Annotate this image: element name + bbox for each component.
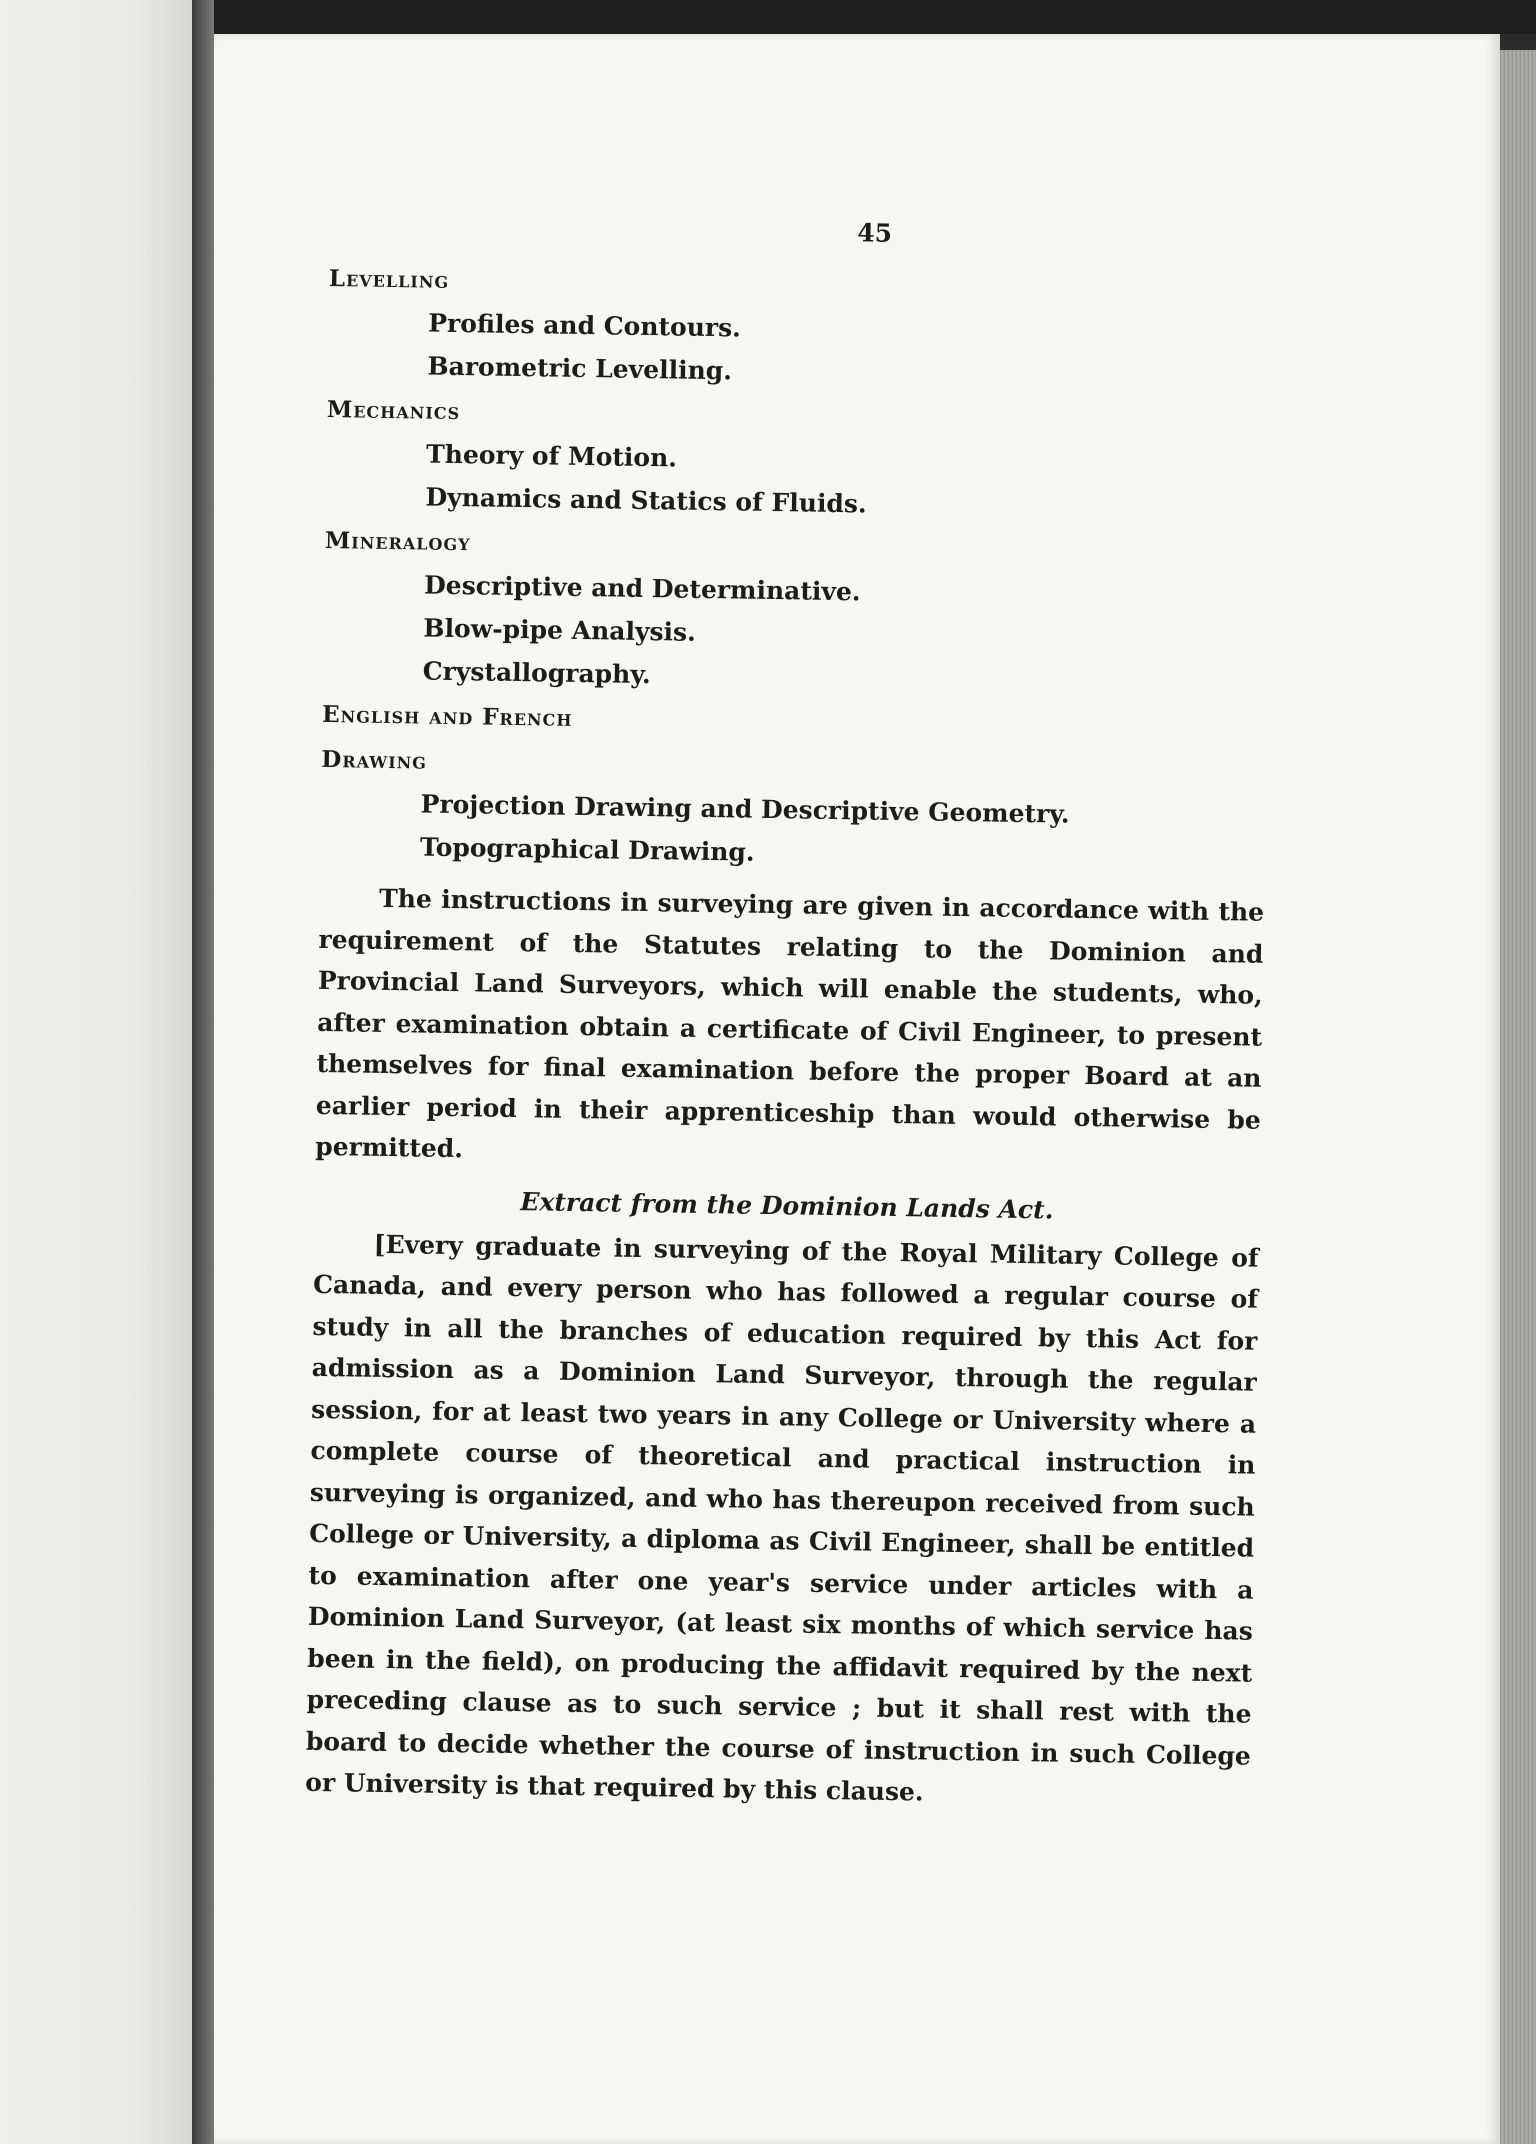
topic-item: Dynamics and Statics of Fluids. xyxy=(425,482,867,519)
section-drawing xyxy=(320,746,1267,882)
page-content xyxy=(305,210,1275,1818)
topic-item: Crystallography. xyxy=(422,656,651,690)
topic-item: Barometric Levelling. xyxy=(427,351,733,386)
topic-item: Projection Drawing and Descriptive Geometry. xyxy=(420,789,1070,829)
topic-item: Descriptive and Determinative. xyxy=(423,570,861,607)
section-heading: English and French xyxy=(321,700,573,732)
scan-top-border xyxy=(214,0,1536,34)
page-number: 45 xyxy=(857,218,893,248)
section-mechanics xyxy=(325,396,1272,532)
section-heading: Drawing xyxy=(321,745,428,775)
section-mineralogy xyxy=(322,527,1269,706)
topic-item: Blow-pipe Analysis. xyxy=(423,613,697,647)
section-english-french xyxy=(322,701,1267,743)
section-heading: Mechanics xyxy=(326,395,461,426)
section-heading: Mineralogy xyxy=(324,526,471,557)
topic-item: Theory of Motion. xyxy=(425,439,678,473)
topic-item: Profiles and Contours. xyxy=(428,308,742,343)
instructions-paragraph: The instructions in surveying are given in accordance with the requirement of the Statutes relating to the Dominion and Provincial Land Surveyors, which will enable the students, who, after examination obtain a certificate of Civil Engineer, to present themselves for final examination before the proper Board at an earlier period in their apprenticeship than would otherwise be permitted. xyxy=(315,883,1265,1164)
book-gutter xyxy=(192,0,214,2144)
extract-paragraph: [Every graduate in surveying of the Royal Military College of Canada, and every person who has followed a regular course of study in all the branches of education required by this Act for admission as a Dominion Land Surveyor, through the regular session, for at least two years in any College or University where a complete course of theoretical and practical instruction in surveying is organized, and who has thereupon received from such College or University, a diploma as Civil Engineer, shall be entitled to examination after one year's service under articles with a Dominion Land Surveyor, (at least six months of which service has been in the field), on producing the affidavit required by the next preceding clause as to such service ; but it shall rest with the board to decide whether the course of instruction in such College or University is that required by this clause. xyxy=(305,1229,1259,1807)
extract-title: Extract from the Dominion Lands Act. xyxy=(520,1186,1054,1224)
topic-item: Topographical Drawing. xyxy=(419,832,755,867)
facing-page xyxy=(0,0,192,2144)
page-stack-edge xyxy=(1500,50,1536,2144)
section-levelling xyxy=(327,265,1274,401)
section-heading: Levelling xyxy=(328,264,450,294)
